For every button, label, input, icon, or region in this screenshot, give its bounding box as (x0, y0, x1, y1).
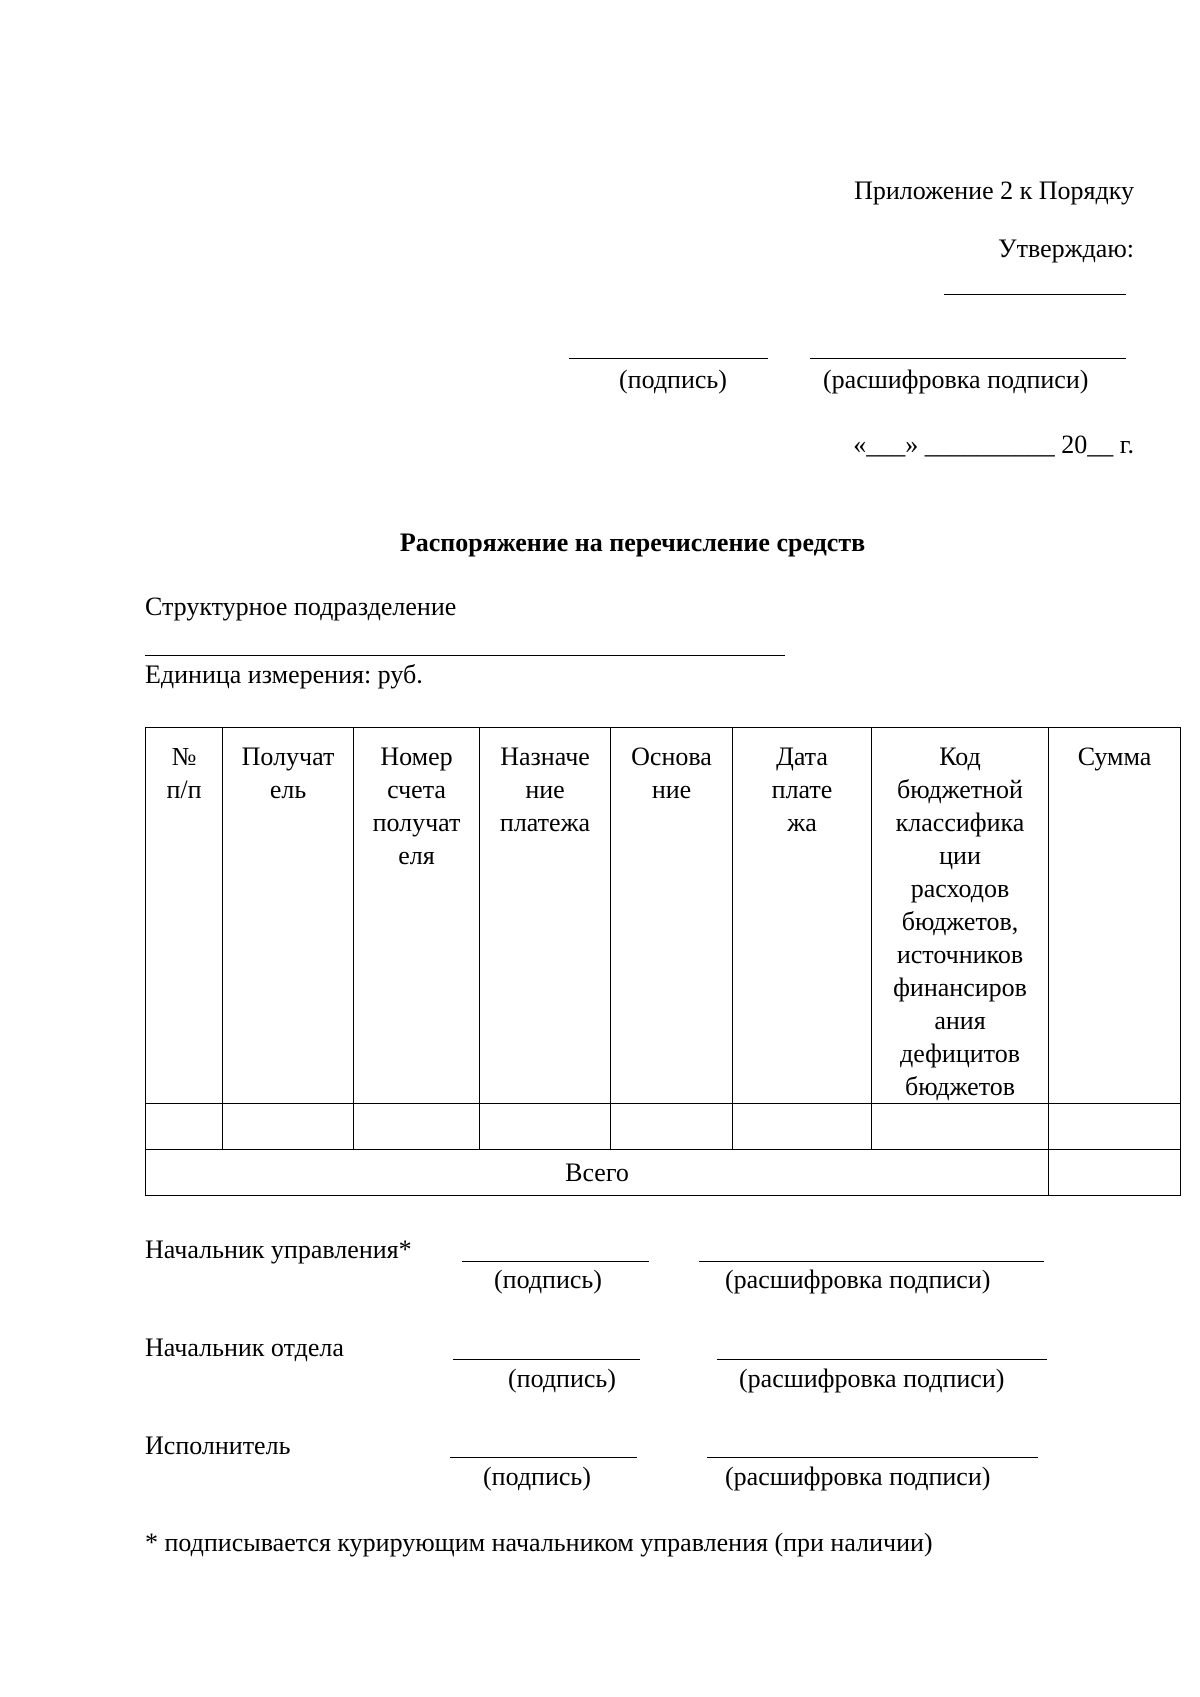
signature-caption: (подпись) (494, 1265, 602, 1294)
subdivision-label: Структурное подразделение (145, 592, 457, 621)
total-label: Всего (565, 1158, 629, 1187)
approver-signature-line (569, 358, 768, 359)
appendix-note: Приложение 2 к Порядку (854, 176, 1134, 205)
column-header: Основа ние (611, 728, 733, 1104)
decode-caption: (расшифровка подписи) (739, 1364, 1005, 1393)
table-cell (872, 1104, 1049, 1150)
total-value-cell (1049, 1150, 1181, 1196)
decode-line (699, 1261, 1044, 1262)
table-cell (733, 1104, 872, 1150)
table-cell (223, 1104, 354, 1150)
signature-caption: (подпись) (483, 1462, 591, 1491)
approver-signature-caption: (подпись) (619, 365, 727, 394)
approval-date-line: «___» __________ 20__ г. (853, 430, 1134, 459)
table-cell (611, 1104, 733, 1150)
document-title: Распоряжение на перечисление средств (399, 528, 866, 557)
table-cell (354, 1104, 480, 1150)
decode-line (717, 1359, 1047, 1360)
column-header: Код бюджетной классифика ции расходов бюджетов, источников финансиров ания дефицитов бюджетов (872, 728, 1049, 1104)
signer-role: Начальник управления* (145, 1235, 412, 1264)
decode-caption: (расшифровка подписи) (725, 1462, 991, 1491)
decode-line (707, 1457, 1038, 1458)
table-total-row (146, 1150, 1181, 1196)
table-header-row (146, 728, 1181, 1104)
footnote: * подписывается курирующим начальником управления (при наличии) (145, 1528, 933, 1557)
signature-caption: (подпись) (508, 1364, 616, 1393)
signer-role: Начальник отдела (145, 1333, 344, 1362)
table-cell (146, 1104, 223, 1150)
table-cell (1049, 1104, 1181, 1150)
signature-line (462, 1261, 649, 1262)
subdivision-line (145, 655, 785, 656)
approve-label: Утверждаю: (998, 234, 1134, 263)
column-header: Получат ель (223, 728, 354, 1104)
column-header: Назначе ние платежа (480, 728, 611, 1104)
column-header: Дата плате жа (733, 728, 872, 1104)
column-header: Номер счета получат еля (354, 728, 480, 1104)
signer-role: Исполнитель (145, 1431, 291, 1460)
approver-decode-line (810, 358, 1126, 359)
approver-position-line (944, 294, 1126, 295)
table-cell (480, 1104, 611, 1150)
payment-table (145, 727, 1181, 1196)
column-header: № п/п (146, 728, 223, 1104)
approver-decode-caption: (расшифровка подписи) (823, 365, 1089, 394)
column-header: Сумма (1049, 728, 1181, 1104)
signature-line (453, 1359, 640, 1360)
decode-caption: (расшифровка подписи) (725, 1265, 991, 1294)
total-label-cell (146, 1150, 1049, 1196)
table-row (146, 1104, 1181, 1150)
signature-line (450, 1457, 637, 1458)
unit-label: Единица измерения: руб. (145, 660, 423, 689)
